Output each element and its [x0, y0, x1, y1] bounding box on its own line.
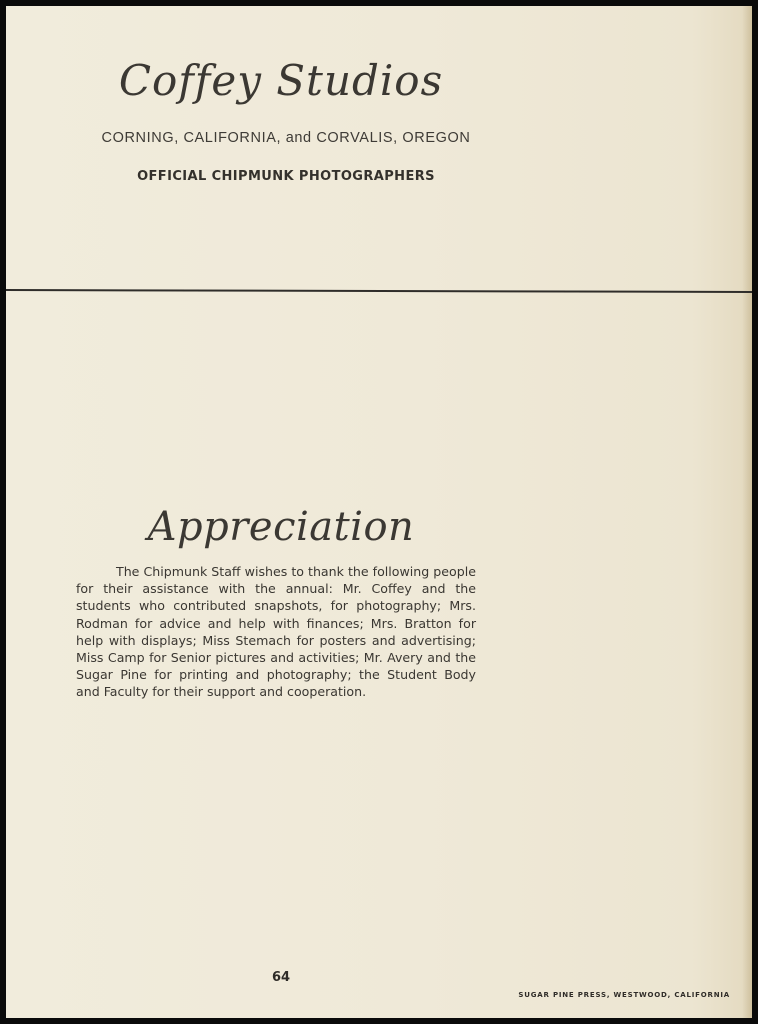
- section-divider: [6, 289, 752, 293]
- page-number: 64: [271, 970, 291, 985]
- official-photographers-label: OFFICIAL CHIPMUNK PHOTOGRAPHERS: [137, 169, 435, 184]
- printer-credit: SUGAR PINE PRESS, WESTWOOD, CALIFORNIA: [518, 991, 730, 999]
- studio-locations: CORNING, CALIFORNIA, and CORVALIS, OREGON: [101, 130, 471, 146]
- page-edge-shadow: [742, 6, 752, 1018]
- appreciation-paragraph: The Chipmunk Staff wishes to thank the following people for their assistance with the annual: Mr. Coffey and the students who contributed snapshots, for photography; Mrs. Rodman for advice and help with finances; Mrs. Bratton for help with displays; Miss Stemach for posters and advertising; Miss Camp for Senior pictures and activities; Mr. Avery and the Sugar Pine for printing and photography; the Student Body and Faculty for their support and cooperation.: [76, 564, 476, 700]
- yearbook-page: [6, 6, 752, 1018]
- studio-name-heading: Coffey Studios: [118, 56, 444, 105]
- appreciation-heading: Appreciation: [147, 504, 415, 550]
